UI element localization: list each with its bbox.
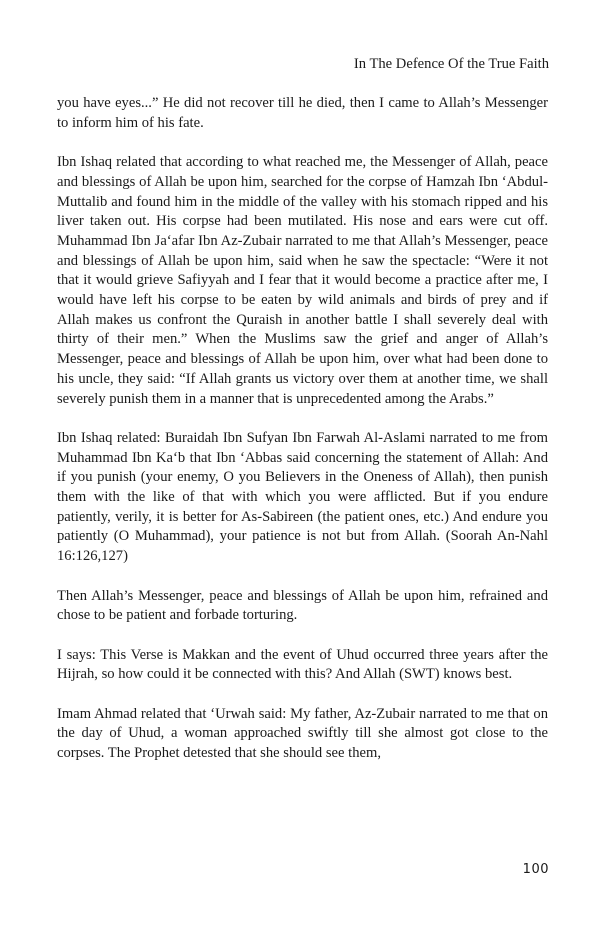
running-header-title: In The Defence Of the True Faith [353, 56, 549, 72]
paragraph: Then Allah’s Messenger, peace and blessings of Allah be upon him, refrained and chose to be patient and forbade torturing. [57, 587, 548, 624]
paragraph: Ibn Ishaq related that according to what reached me, the Messenger of Allah, peace and blessings of Allah be upon him, searched for the corpse of Hamzah Ibn ‘Abdul-Muttalib and found him in the middle of the valley with his stomach ripped and his liver taken out. His corpse had been mutilated. His nose and ears were cut off. Muhammad Ibn Ja‘afar Ibn Az-Zubair narrated to me that Allah’s Messenger, peace and blessings of Allah be upon him, said when he saw the spectacle: “Were it not that it would grieve Safiyyah and I fear that it would become a practice after me, I would have left his corpse to be eaten by wild animals and birds of prey and if Allah makes us confront the Quraish in another battle I shall severely deal with thirty of their men.” When the Muslims saw the grief and anger of Allah’s Messenger, peace and blessings of Allah be upon him, over what had been done to his uncle, they said: “If Allah grants us victory over them at another time, we shall severely punish them in a manner that is unprecedented among the Arabs.” [57, 154, 548, 407]
paragraph: you have eyes...” He did not recover till he died, then I came to Allah’s Messenger to inform him of his fate. [57, 95, 548, 131]
paragraph: Imam Ahmad related that ‘Urwah said: My father, Az-Zubair narrated to me that on the day of Uhud, a woman approached swiftly till she almost got close to the corpses. The Prophet detested that she should see them, [57, 705, 548, 762]
paragraph: Ibn Ishaq related: Buraidah Ibn Sufyan Ibn Farwah Al-Aslami narrated to me from Muhammad Ibn Ka‘b that Ibn ‘Abbas said concerning the statement of Allah: And if you punish (your enemy, O you Believers in the Oneness of Allah), then punish them with the like of that with which you were afflicted. But if you endure patiently, verily, it is better for As-Sabireen (the patient ones, etc.) And endure you patiently (O Muhammad), your patience is not but from Allah. (Soorah An-Nahl 16:126,127) [57, 429, 548, 565]
body-text [57, 94, 548, 784]
paragraph: I says: This Verse is Makkan and the event of Uhud occurred three years after the Hijrah, so how could it be connected with this? And Allah (SWT) knows best. [57, 646, 548, 683]
page-number: 100 [522, 862, 549, 877]
